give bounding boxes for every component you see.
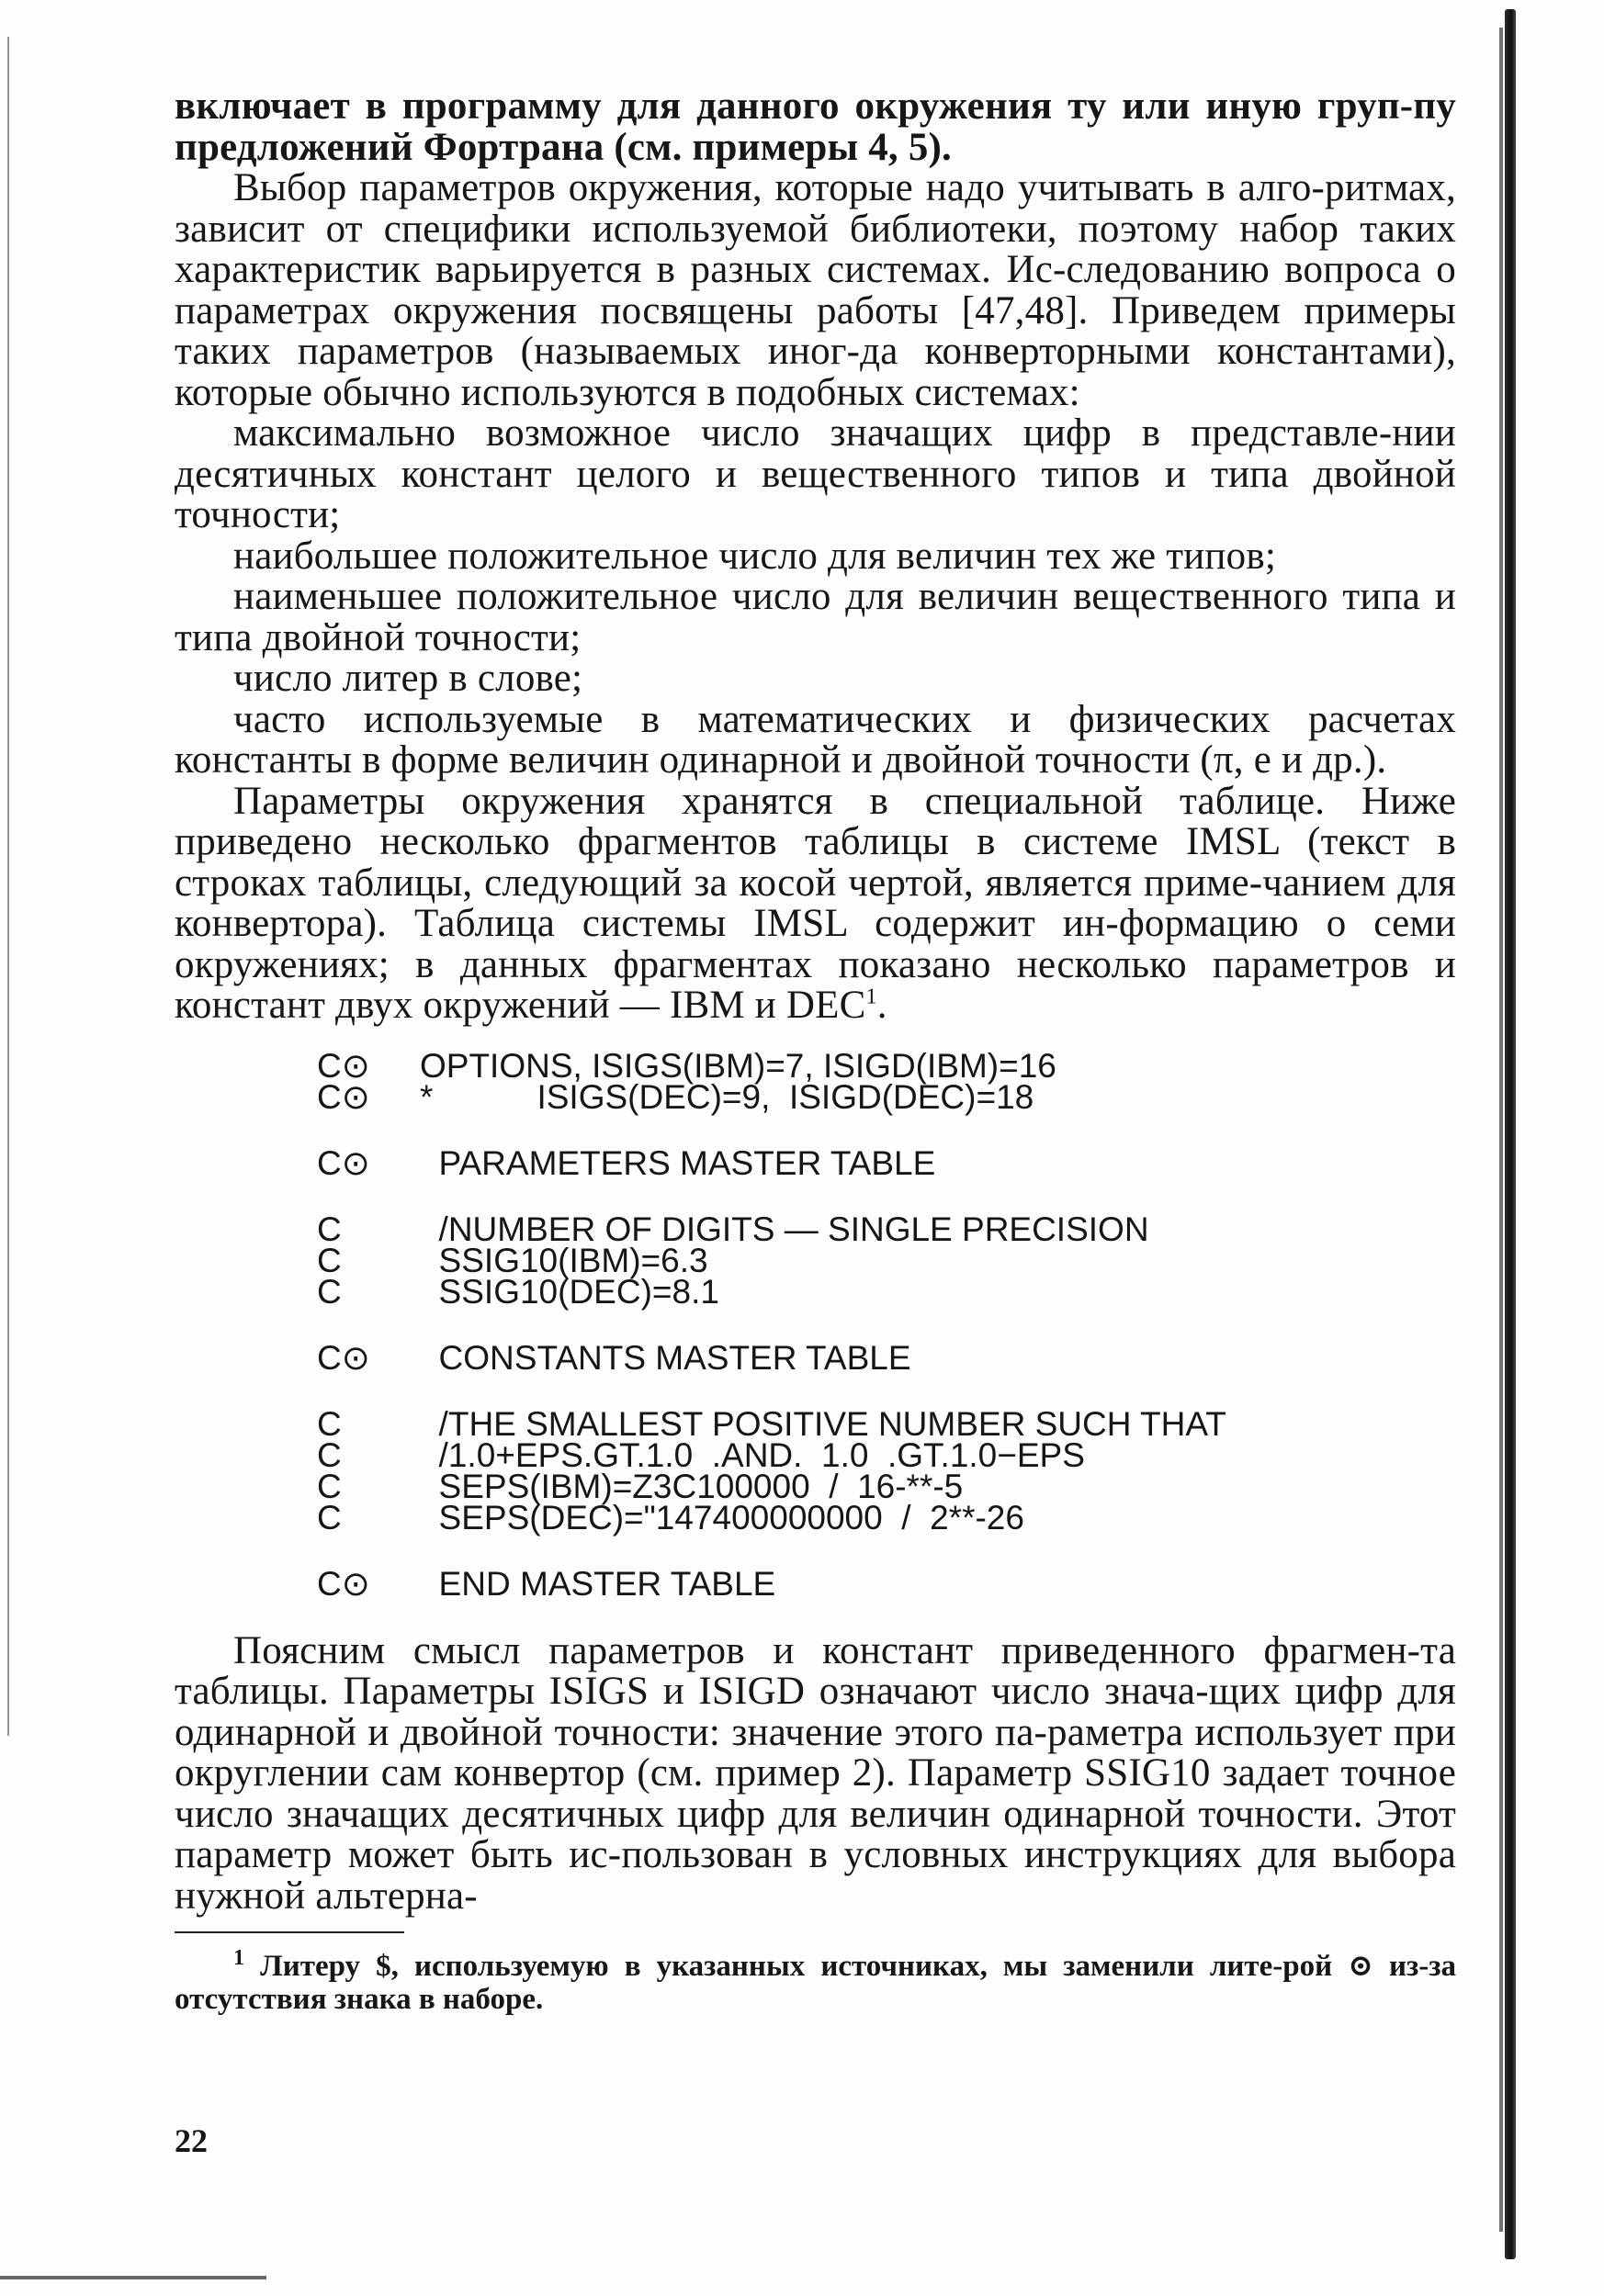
code-line bbox=[317, 1143, 1456, 1182]
footnote-text: Литеру $, используемую в указанных источниках, мы заменили лите-рой ⊙ из-за отсутствия знака в наборе. bbox=[175, 1950, 1457, 2016]
code-group bbox=[317, 1210, 1456, 1311]
page-number: 22 bbox=[175, 2122, 208, 2159]
code-line bbox=[317, 1241, 1456, 1279]
scan-edge-right-shadow bbox=[1499, 28, 1503, 2232]
code-text: /THE SMALLEST POSITIVE NUMBER SUCH THAT bbox=[420, 1404, 1226, 1443]
code-label: C bbox=[317, 1272, 342, 1311]
code-label: C bbox=[317, 1404, 342, 1443]
code-text: SSIG10(IBM)=6.3 bbox=[420, 1241, 708, 1279]
code-text: PARAMETERS MASTER TABLE bbox=[420, 1143, 936, 1182]
code-group bbox=[317, 1143, 1456, 1182]
code-group bbox=[317, 1338, 1456, 1377]
list-item: число литер в слове; bbox=[233, 657, 583, 700]
scan-edge-bottom bbox=[0, 2276, 266, 2279]
paragraph-text: Параметры окружения хранятся в специальной таблице. Ниже приведено несколько фрагментов таблицы в системе IMSL (текст в строках таблицы, следующий за косой чертой, является приме-чанием для конвертора). Таблица системы IMSL содержит ин-формацию о семи окружениях; в данных фрагментах показано несколько параметров и констант двух окружений — IBM и DEC bbox=[175, 779, 1456, 1027]
paragraph-end: . bbox=[876, 984, 887, 1027]
code-line bbox=[317, 1046, 1456, 1085]
code-line bbox=[317, 1564, 1456, 1603]
code-label: C⊙ bbox=[317, 1077, 370, 1116]
code-label: C⊙ bbox=[317, 1338, 370, 1377]
code-text: END MASTER TABLE bbox=[420, 1564, 776, 1603]
code-label: C⊙ bbox=[317, 1046, 370, 1085]
footnote-divider bbox=[175, 1931, 404, 1933]
code-line bbox=[317, 1272, 1456, 1311]
footnote-ref: 1 bbox=[865, 985, 877, 1009]
scan-edge-left bbox=[7, 37, 9, 1736]
list-item: максимально возможное число значащих цифр в представле-нии десятичных констант целого и вещественного типов и типа двойной точности; bbox=[175, 411, 1456, 536]
paragraph: включает в программу для данного окружения ту или иную груп-пу предложений Фортрана (см. примеры 4, 5). bbox=[175, 84, 1456, 169]
code-label: C bbox=[317, 1241, 342, 1279]
code-line bbox=[317, 1404, 1456, 1443]
code-line bbox=[317, 1467, 1456, 1505]
body-text bbox=[175, 86, 1456, 2016]
code-label: C⊙ bbox=[317, 1564, 370, 1603]
paragraph: Выбор параметров окружения, которые надо учитывать в алго-ритмах, зависит от специфики используемой библиотеки, поэтому набор таких характеристик варьируется в разных системах. Ис-следованию вопроса о параметрах окружения посвящены работы [47,48]. Приведем примеры таких параметров (называемых иног-да конверторными константами), которые обычно используются в подобных системах: bbox=[175, 166, 1456, 414]
list-item: наименьшее положительное число для величин вещественного типа и типа двойной точности; bbox=[175, 575, 1456, 659]
paragraph: Поясним смысл параметров и констант приведенного фрагмен-та таблицы. Параметры ISIGS и ISIGD означают число знача-щих цифр для одинарной и двойной точности: значение этого па-раметра использует при округлении сам конвертор (см. пример 2). Параметр SSIG10 задает точное число значащих десятичных цифр для величин одинарной точности. Этот параметр может быть ис-пользован в условных инструкциях для выбора нужной альтерна- bbox=[175, 1628, 1456, 1918]
list-item: часто используемые в математических и физических расчетах константы в форме величин одинарной и двойной точности (π, е и др.). bbox=[175, 697, 1456, 782]
code-text: SSIG10(DEC)=8.1 bbox=[420, 1272, 719, 1311]
footnote bbox=[175, 1946, 1457, 2016]
code-group bbox=[317, 1404, 1456, 1536]
code-label: C bbox=[317, 1467, 342, 1505]
code-group bbox=[317, 1564, 1456, 1603]
code-line bbox=[317, 1498, 1456, 1536]
code-text: CONSTANTS MASTER TABLE bbox=[420, 1338, 911, 1377]
code-line bbox=[317, 1210, 1456, 1248]
paragraph bbox=[175, 779, 1456, 1027]
code-label: C⊙ bbox=[317, 1143, 370, 1182]
scan-edge-right bbox=[1505, 9, 1516, 2259]
code-text: * ISIGS(DEC)=9, ISIGD(DEC)=18 bbox=[420, 1077, 1034, 1116]
code-text: OPTIONS, ISIGS(IBM)=7, ISIGD(IBM)=16 bbox=[420, 1046, 1056, 1085]
code-text: /NUMBER OF DIGITS — SINGLE PRECISION bbox=[420, 1210, 1149, 1248]
code-line bbox=[317, 1338, 1456, 1377]
code-label: C bbox=[317, 1498, 342, 1536]
code-text: SEPS(IBM)=Z3C100000 / 16-**-5 bbox=[420, 1467, 964, 1505]
code-text: /1.0+EPS.GT.1.0 .AND. 1.0 .GT.1.0−EPS bbox=[420, 1435, 1085, 1474]
code-line bbox=[317, 1077, 1456, 1116]
code-label: C bbox=[317, 1210, 342, 1248]
code-label: C bbox=[317, 1435, 342, 1474]
list-item: наибольшее положительное число для величин тех же типов; bbox=[233, 534, 1276, 578]
code-group bbox=[317, 1046, 1456, 1116]
code-text: SEPS(DEC)="147400000000 / 2**-26 bbox=[420, 1498, 1024, 1536]
footnote-marker: 1 bbox=[233, 1946, 244, 1970]
code-listing bbox=[317, 1046, 1456, 1603]
code-line bbox=[317, 1435, 1456, 1474]
